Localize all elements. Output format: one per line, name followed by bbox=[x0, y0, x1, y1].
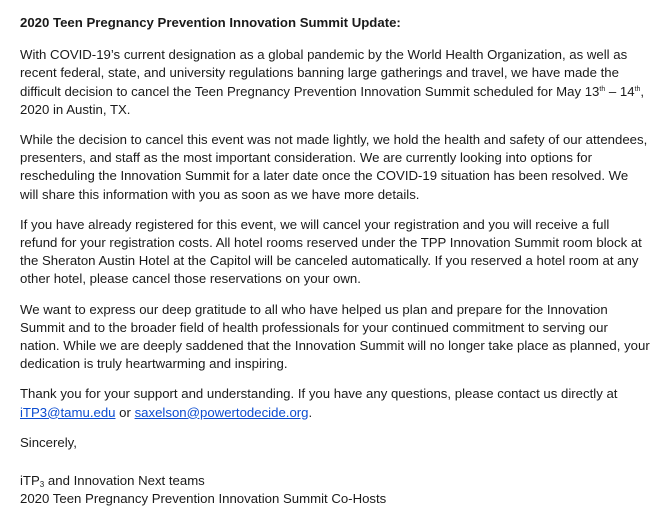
email-link-itp3[interactable]: iTP3@tamu.edu bbox=[20, 404, 116, 420]
ordinal-suffix: th bbox=[634, 85, 641, 93]
contact-or: or bbox=[115, 404, 135, 420]
signature-itp: iTP bbox=[20, 473, 40, 489]
signature-block bbox=[20, 472, 650, 508]
ordinal-suffix: th bbox=[599, 85, 606, 93]
paragraph-gratitude: We want to express our deep gratitude to all who have helped us plan and prepare for the Innovation Summit and to the broader field of health professionals for your continued commitment to serving our nation. While we are deeply saddened that the Innovation Summit will no longer take place as planned, your dedication is truly heartwarming and inspiring. bbox=[20, 301, 650, 372]
paragraph-decision: While the decision to cancel this event was not made lightly, we hold the health and safety of our attendees, presenters, and staff as the most important consideration. We are currently looking into options for rescheduling the Innovation Summit for a later date once the COVID-19 situation has been resolved. We will share this information with you as soon as we have more details. bbox=[20, 132, 648, 202]
paragraph-contact bbox=[20, 385, 650, 421]
paragraph-refund: If you have already registered for this event, we will cancel your registration and you will receive a full refund for your registration costs. All hotel rooms reserved under the TPP Innovation Summit room block at the Sheraton Austin Hotel at the Capitol will be canceled automatically. If you reserved a hotel room at any other hotel, please cancel those reservations on your own. bbox=[20, 216, 642, 287]
letter-title: 2020 Teen Pregnancy Prevention Innovation Summit Update: bbox=[20, 15, 401, 30]
signature-cohosts: 2020 Teen Pregnancy Prevention Innovation Summit Co-Hosts bbox=[20, 491, 387, 507]
signature-teams bbox=[20, 472, 650, 490]
date-location: , 2020 in Austin, TX. bbox=[20, 83, 645, 117]
date-range-dash: – 14 bbox=[605, 83, 635, 99]
contact-period: . bbox=[308, 404, 313, 420]
paragraph-cancellation bbox=[20, 46, 650, 119]
signature-teams-text: and Innovation Next teams bbox=[44, 473, 205, 489]
closing: Sincerely, bbox=[20, 434, 77, 450]
signature-subscript: 3 bbox=[39, 480, 45, 490]
paragraph-cancellation-text: With COVID-19’s current designation as a global pandemic by the World Health Organization, as well as recent federal, state, and university regulations banning large gatherings and travel, we have made the difficult decision to cancel the Teen Pregnancy Prevention Innovation Summit scheduled for May 13 bbox=[20, 47, 628, 99]
email-link-saxelson[interactable]: saxelson@powertodecide.org bbox=[134, 404, 309, 420]
contact-text: Thank you for your support and understanding. If you have any questions, please contact us directly at bbox=[20, 386, 618, 402]
